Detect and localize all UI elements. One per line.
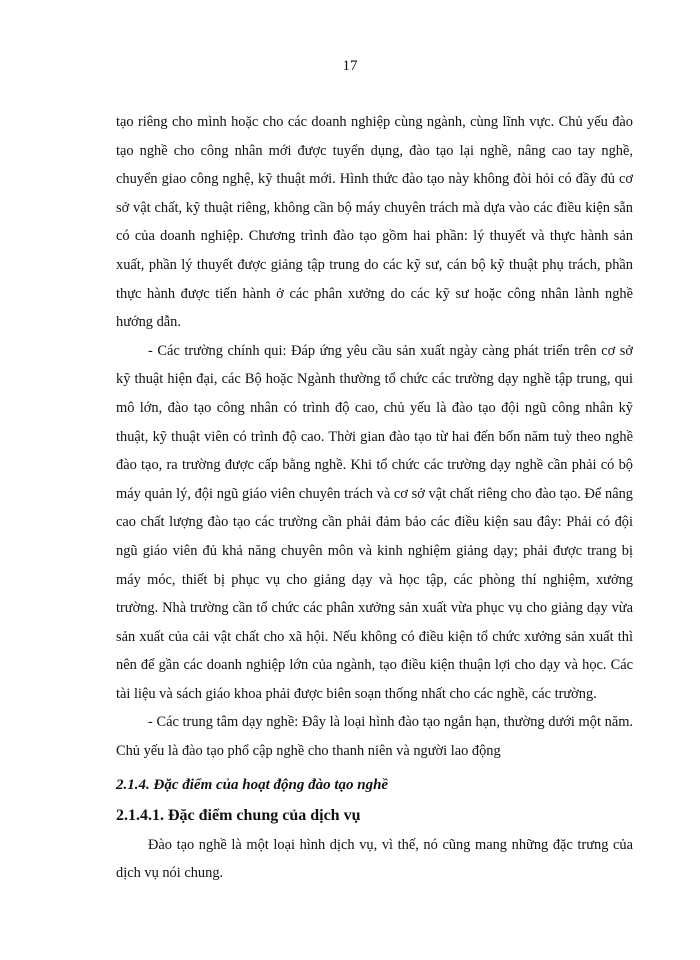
section-heading-2-1-4: 2.1.4. Đặc điểm của hoạt động đào tạo nghề (116, 776, 389, 793)
paragraph-3: - Các trung tâm dạy nghề: Đây là loại hình đào tạo ngắn hạn, thường dưới một năm. Chủ yếu là đào tạo phổ cập nghề cho thanh niên và người lao động (116, 714, 633, 760)
paragraph-1: tạo riêng cho mình hoặc cho các doanh nghiệp cùng ngành, cùng lĩnh vực. Chủ yếu đào tạo nghề cho công nhân mới được tuyển dụng, đào tạo lại nghề, nâng cao tay nghề, chuyển giao công nghệ, kỹ thuật mới. Hình thức đào tạo này không đòi hỏi có đầy đủ cơ sở vật chất, kỹ thuật riêng, không cần bộ máy chuyên trách mà dựa vào các điều kiện sẵn có của doanh nghiệp. Chương trình đào tạo gồm hai phần: lý thuyết và thực hành sản xuất, phần lý thuyết được giảng tập trung do các kỹ sư, cán bộ kỹ thuật phụ trách, phần thực hành được tiến hành ở các phân xưởng do các kỹ sư hoặc công nhân lành nghề hướng dẫn. (116, 114, 633, 331)
paragraph-4: Đào tạo nghề là một loại hình dịch vụ, vì thế, nó cũng mang những đặc trưng của dịch vụ nói chung. (116, 836, 633, 882)
paragraph-2: - Các trường chính qui: Đáp ứng yêu cầu sản xuất ngày càng phát triển trên cơ sở kỹ thuật hiện đại, các Bộ hoặc Ngành thường tổ chức các trường dạy nghề tập trung, qui mô lớn, đào tạo công nhân có trình độ cao, chủ yếu là đào tạo đội ngũ công nhân kỹ thuật, kỹ thuật viên có trình độ cao. Thời gian đào tạo từ hai đến bốn năm tuỳ theo nghề đào tạo, ra trường được cấp bằng nghề. Khi tổ chức các trường dạy nghề cần phải có bộ máy quản lý, đội ngũ giáo viên chuyên trách và cơ sở vật chất riêng cho đào tạo. Để nâng cao chất lượng đào tạo các trường cần phải đảm bảo các điều kiện sau đây: Phải có đội ngũ giáo viên đủ khả năng chuyên môn và kinh nghiệm giảng dạy; phải được trang bị máy móc, thiết bị phục vụ cho giảng dạy và học tập, các phòng thí nghiệm, xưởng trường. Nhà trường cần tổ chức các phân xưởng sản xuất vừa phục vụ cho giảng dạy vừa sản xuất của cải vật chất cho xã hội. Nếu không có điều kiện tổ chức xưởng sản xuất thì nên để gần các doanh nghiệp lớn của ngành, tạo điều kiện thuận lợi cho dạy và học. Các tài liệu và sách giáo khoa phải được biên soạn thống nhất cho các nghề, các trường. (116, 342, 633, 702)
section-heading-2-1-4-1: 2.1.4.1. Đặc điểm chung của dịch vụ (116, 806, 361, 824)
page-body (116, 108, 633, 888)
page-number: 17 (342, 58, 358, 74)
